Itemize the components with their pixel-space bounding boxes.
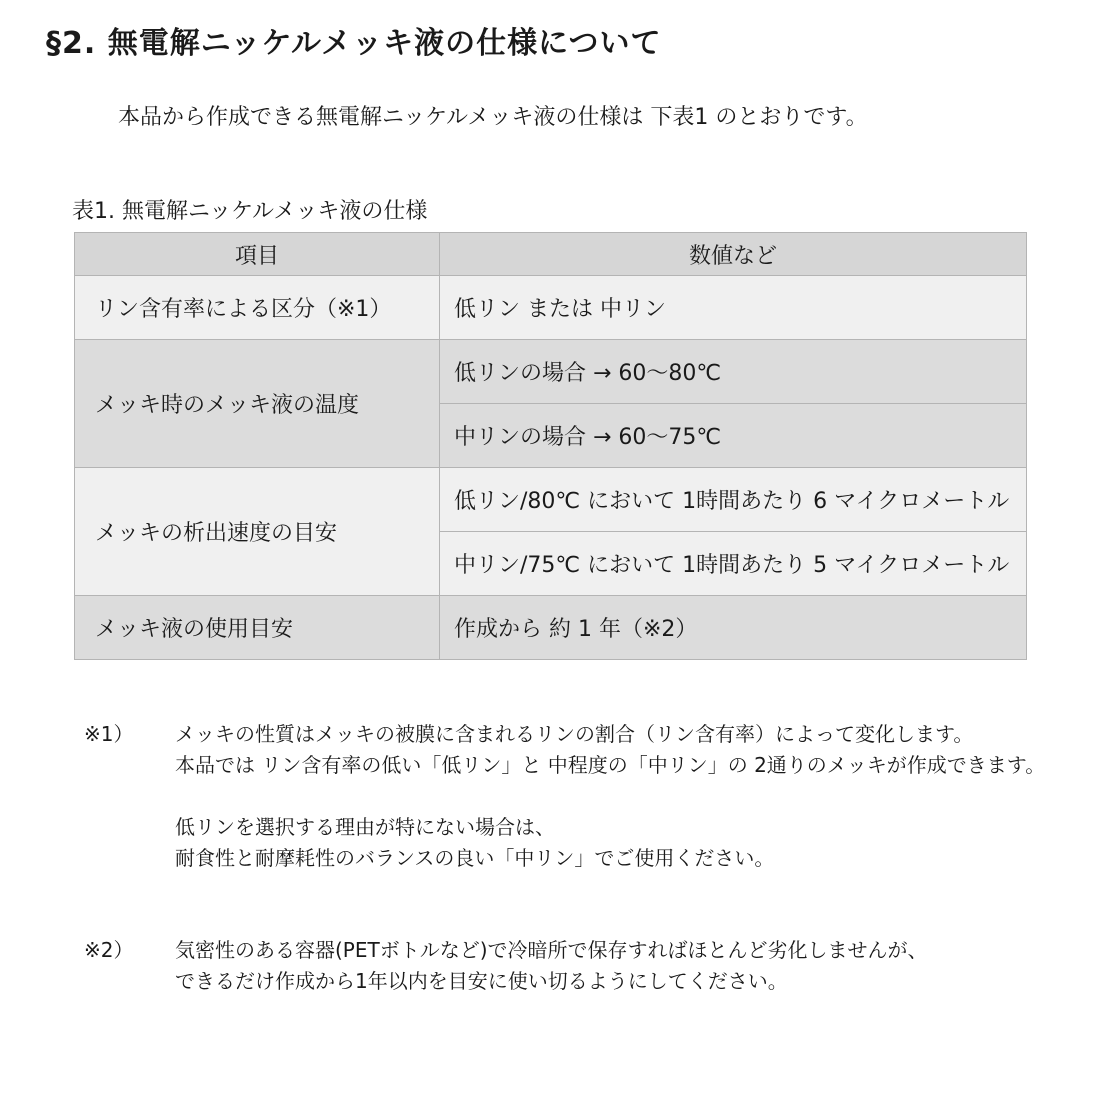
row-value-phosphorus: 低リン または 中リン [440, 276, 1027, 340]
intro-paragraph: 本品から作成できる無電解ニッケルメッキ液の仕様は 下表1 のとおりです。 [118, 105, 868, 130]
row-label-usage: メッキ液の使用目安 [75, 596, 440, 660]
table-row [75, 340, 1027, 404]
section-heading: §2. 無電解ニッケルメッキ液の仕様について [46, 26, 662, 61]
footnote-line: 耐食性と耐摩耗性のバランスの良い「中リン」でご使用ください。 [175, 846, 775, 870]
table-header-row [75, 233, 1027, 276]
footnote-line: できるだけ作成から1年以内を目安に使い切るようにしてください。 [175, 969, 788, 993]
table-row [75, 276, 1027, 340]
row-value-deposition-mid: 中リン/75℃ において 1時間あたり 5 マイクロメートル [440, 532, 1027, 596]
row-label-deposition-rate: メッキの析出速度の目安 [75, 468, 440, 596]
footnote-body [175, 935, 928, 997]
footnote-line: メッキの性質はメッキの被膜に含まれるリンの割合（リン含有率）によって変化します。 [175, 722, 974, 746]
row-label-phosphorus: リン含有率による区分（※1） [75, 276, 440, 340]
row-value-temperature-low: 低リンの場合 → 60～80℃ [440, 340, 1027, 404]
footnote-body [175, 719, 1045, 874]
row-value-temperature-mid: 中リンの場合 → 60～75℃ [440, 404, 1027, 468]
footnote-line: 低リンを選択する理由が特にない場合は、 [175, 815, 555, 839]
header-cell-value: 数値など [440, 233, 1027, 276]
footnote-marker: ※2） [84, 938, 134, 962]
row-value-usage: 作成から 約 1 年（※2） [440, 596, 1027, 660]
header-cell-item: 項目 [75, 233, 440, 276]
row-value-deposition-low: 低リン/80℃ において 1時間あたり 6 マイクロメートル [440, 468, 1027, 532]
footnote-line: 本品では リン含有率の低い「低リン」と 中程度の「中リン」の 2通りのメッキが作成できます。 [175, 753, 1046, 777]
footnote-marker: ※1） [84, 722, 134, 746]
row-label-temperature: メッキ時のメッキ液の温度 [75, 340, 440, 468]
spec-table [74, 232, 1027, 660]
footnote-spacer [175, 781, 1045, 812]
table-row [75, 468, 1027, 532]
footnote-line: 気密性のある容器(PETボトルなど)で冷暗所で保存すればほとんど劣化しませんが、 [175, 938, 928, 962]
table-caption: 表1. 無電解ニッケルメッキ液の仕様 [72, 199, 428, 224]
table-row [75, 596, 1027, 660]
